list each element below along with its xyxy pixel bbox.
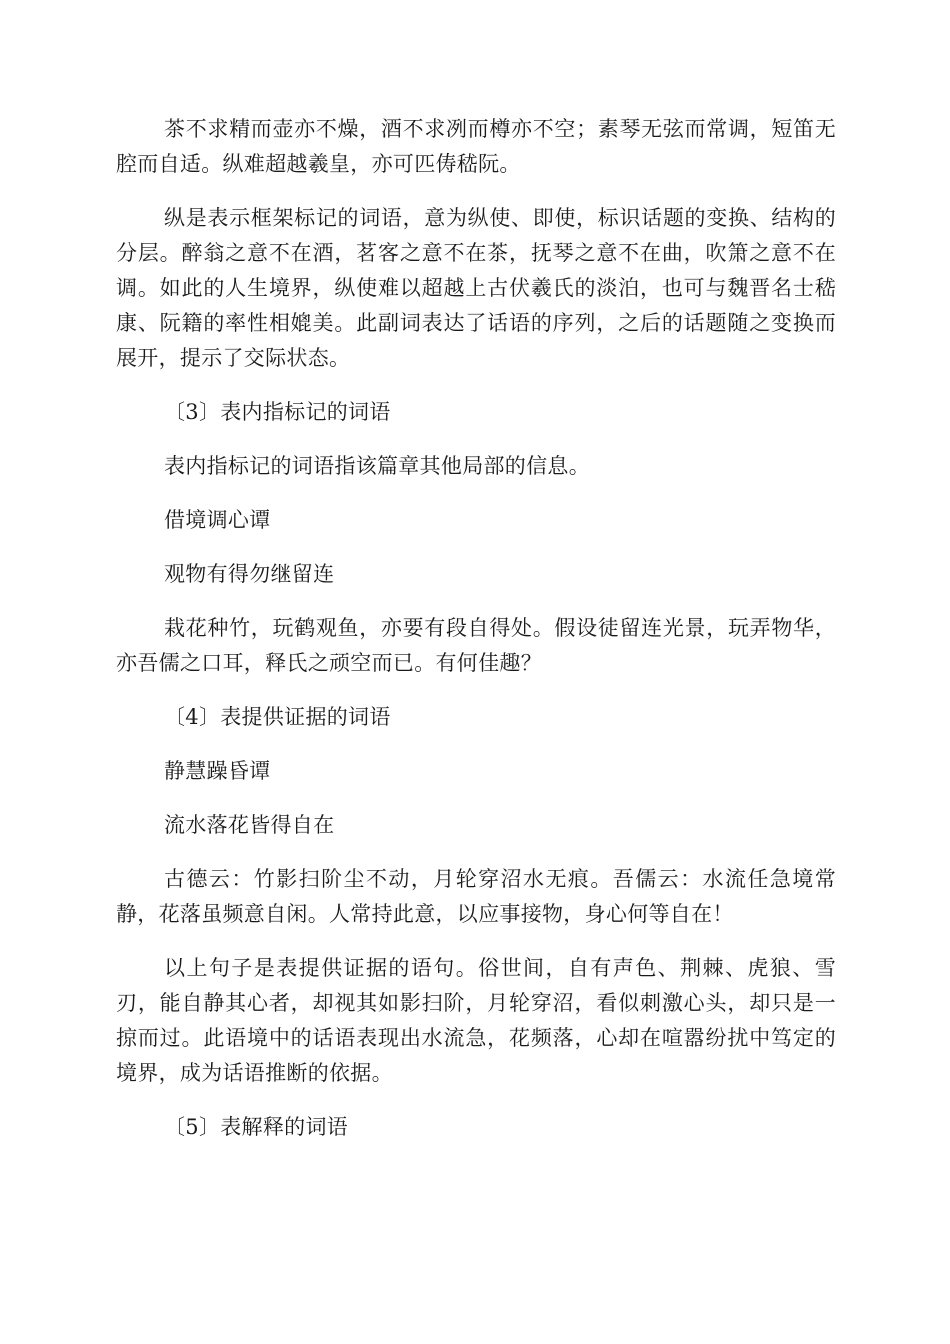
chapter-title-jinghui: 静慧躁昏谭: [164, 759, 271, 783]
section-heading-4: 〔4〕表提供证据的词语: [164, 705, 391, 729]
section-heading-3: 〔3〕表内指标记的词语: [164, 400, 391, 424]
section-heading-5: 〔5〕表解释的词语: [164, 1115, 349, 1139]
paragraph-quote-gude: 古德云：竹影扫阶尘不动，月轮穿沼水无痕。吾儒云：水流任急境常静，花落虽频意自闲。人常持此意，以应事接物，身心何等自在！: [116, 867, 836, 926]
paragraph-explanation-frame: 纵是表示框架标记的词语，意为纵使、即使，标识话题的变换、结构的分层。醉翁之意不在酒，茗客之意不在茶，抚琴之意不在曲，吹箫之意不在调。如此的人生境界，纵使难以超越上古伏羲氏的淡泊，也可与魏晋名士嵇康、阮籍的率性相媲美。此副词表达了话语的序列，之后的话题随之变换而展开，提示了交际状态。: [116, 206, 836, 370]
paragraph-explanation-evidence: 以上句子是表提供证据的语句。俗世间，自有声色、荆棘、虎狼、雪刃，能自静其心者，却视其如影扫阶，月轮穿沼，看似刺激心头，却只是一掠而过。此语境中的话语表现出水流急，花频落，心却在喧嚣纷扰中笃定的境界，成为话语推断的依据。: [116, 956, 836, 1085]
subtitle-liushui: 流水落花皆得自在: [164, 813, 335, 837]
paragraph-quote-flowers: 栽花种竹，玩鹤观鱼，亦要有段自得处。假设徒留连光景，玩弄物华，亦吾儒之口耳，释氏之顽空而已。有何佳趣？: [116, 616, 836, 675]
chapter-title-jiejing: 借境调心谭: [164, 508, 271, 532]
subtitle-guanwu: 观物有得勿继留连: [164, 562, 335, 586]
paragraph-definition-endophora: 表内指标记的词语指该篇章其他局部的信息。: [164, 454, 590, 478]
document-page: [116, 112, 836, 1145]
paragraph-quote-tea: 茶不求精而壶亦不燥，酒不求冽而樽亦不空；素琴无弦而常调，短笛无腔而自适。纵难超越羲皇，亦可匹俦嵇阮。: [116, 117, 836, 176]
